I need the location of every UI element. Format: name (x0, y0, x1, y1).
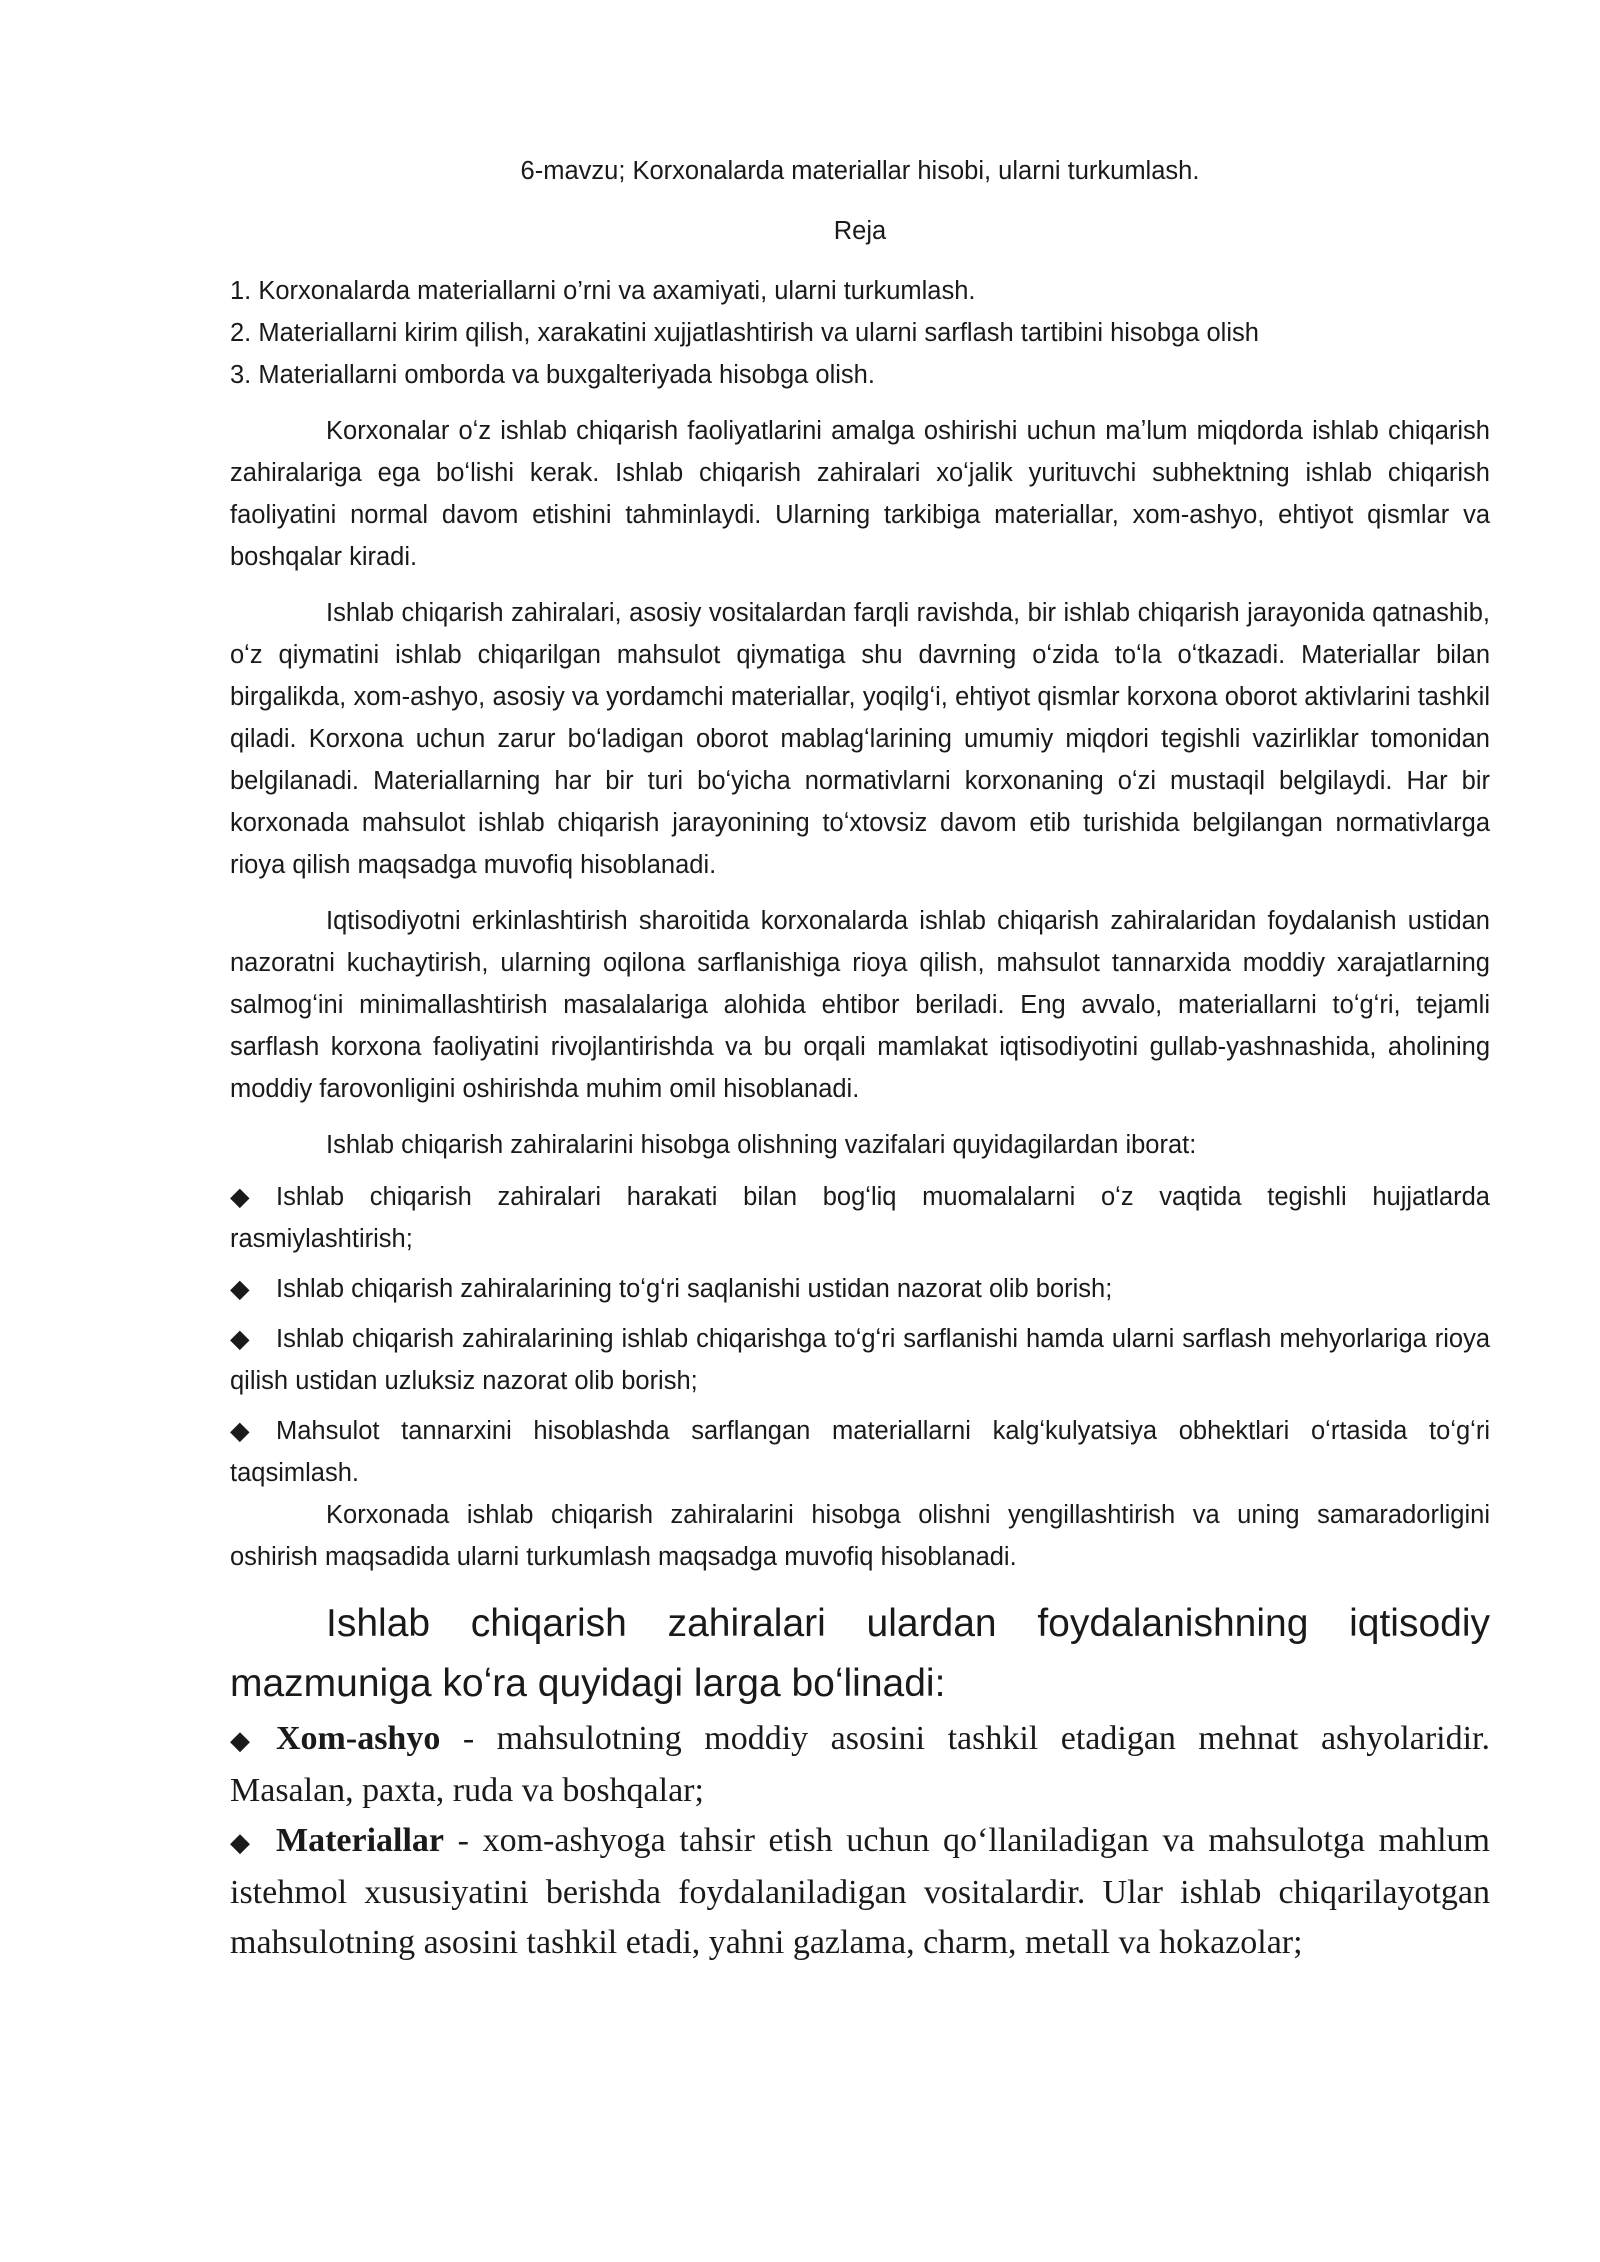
bullet-item (230, 1176, 1490, 1260)
diamond-bullet-icon: ◆ (230, 1183, 250, 1211)
bullet-item (230, 1268, 1490, 1310)
classification-text: - mahsulotning moddiy asosini tashkil etadigan mehnat ashyolaridir. Masalan, paxta, ruda va boshqalar; (230, 1720, 1490, 1809)
plan-item: 3. Materiallarni omborda va buxgalteriyada hisobga olish. (230, 361, 875, 389)
document-title: 6-mavzu; Korxonalarda materiallar hisobi, ularni turkumlash. (520, 157, 1200, 185)
classification-term: Materiallar (276, 1822, 445, 1859)
classification-intro-paragraph: Ishlab chiqarish zahiralari ulardan foydalanishning iqtisodiy mazmuniga koʻra quyidagi larga boʻlinadi: (230, 1602, 1490, 1705)
diamond-bullet-icon: ◆ (230, 1417, 250, 1445)
classification-text: - xom-ashyoga tahsir etish uchun qoʻllaniladigan va mahsulotga mahlum istehmol xususiyatini berishda foydalaniladigan vositalardir. Ular ishlab chiqarilayotgan mahsulotning asosini tashkil etadi, yahni gazlama, charm, metall va hokazolar; (230, 1822, 1490, 1961)
body-paragraph: Korxonalar oʻz ishlab chiqarish faoliyatlarini amalga oshirishi uchun maʼlum miqdorda ishlab chiqarish zahiralariga ega boʻlishi kerak. Ishlab chiqarish zahiralari xoʻjalik yurituvchi subhektning ishlab chiqarish faoliyatini normal davom etishini tahminlaydi. Ularning tarkibiga materiallar, xom-ashyo, ehtiyot qismlar va boshqalar kiradi. (230, 417, 1490, 571)
diamond-bullet-icon: ◆ (230, 1275, 250, 1303)
bullet-item (230, 1410, 1490, 1494)
diamond-bullet-icon: ◆ (230, 1828, 250, 1858)
classification-list (230, 1714, 1490, 1968)
diamond-bullet-icon: ◆ (230, 1726, 250, 1756)
document-body (230, 150, 1490, 1968)
body-paragraph: Iqtisodiyotni erkinlashtirish sharoitida korxonalarda ishlab chiqarish zahiralaridan foydalanish ustidan nazoratni kuchaytirish, ularning oqilona sarflanishiga rioya qilish, mahsulot tannarxida moddiy xarajatlarning salmogʻini minimallashtirish masalalariga alohida ehtibor beriladi. Eng avvalo, materiallarni toʻgʻri, tejamli sarflash korxona faoliyatini rivojlantirishda va bu orqali mamlakat iqtisodiyotini gullab-yashnashida, aholining moddiy farovonligini oshirishda muhim omil hisoblanadi. (230, 907, 1490, 1103)
bullet-text: Ishlab chiqarish zahiralarining toʻgʻri saqlanishi ustidan nazorat olib borish; (276, 1275, 1113, 1303)
closing-paragraph: Korxonada ishlab chiqarish zahiralarini hisobga olishni yengillashtirish va uning samaradorligini oshirish maqsadida ularni turkumlash maqsadga muvofiq hisoblanadi. (230, 1501, 1490, 1571)
plan-heading: Reja (833, 217, 887, 245)
bullet-text: Ishlab chiqarish zahiralari harakati bilan bogʻliq muomalalarni oʻz vaqtida tegishli hujjatlarda rasmiylashtirish; (230, 1183, 1490, 1253)
body-paragraph: Ishlab chiqarish zahiralari, asosiy vositalardan farqli ravishda, bir ishlab chiqarish jarayonida qatnashib, oʻz qiymatini ishlab chiqarilgan mahsulot qiymatiga shu davrning oʻzida toʻla oʻtkazadi. Materiallar bilan birgalikda, xom-ashyo, asosiy va yordamchi materiallar, yoqilgʻi, ehtiyot qismlar korxona oborot aktivlarini tashkil qiladi. Korxona uchun zarur boʻladigan oborot mablagʻlarining umumiy miqdori tegishli vazirliklar tomonidan belgilanadi. Materiallarning har bir turi boʻyicha normativlarni korxonaning oʻzi mustaqil belgilaydi. Har bir korxonada mahsulot ishlab chiqarish jarayonining toʻxtovsiz davom etib turishida belgilangan normativlarga rioya qilish maqsadga muvofiq hisoblanadi. (230, 599, 1490, 879)
bullet-item (230, 1318, 1490, 1402)
classification-item (230, 1816, 1490, 1968)
tasks-intro-paragraph: Ishlab chiqarish zahiralarini hisobga olishning vazifalari quyidagilardan iborat: (326, 1131, 1197, 1159)
bullet-text: Mahsulot tannarxini hisoblashda sarflangan materiallarni kalgʻkulyatsiya obhektlari oʻrtasida toʻgʻri taqsimlash. (230, 1417, 1490, 1487)
classification-term: Xom-ashyo (276, 1720, 441, 1757)
tasks-bullet-list (230, 1176, 1490, 1494)
bullet-text: Ishlab chiqarish zahiralarining ishlab chiqarishga toʻgʻri sarflanishi hamda ularni sarflash mehyorlariga rioya qilish ustidan uzluksiz nazorat olib borish; (230, 1325, 1490, 1395)
diamond-bullet-icon: ◆ (230, 1325, 250, 1353)
classification-item (230, 1714, 1490, 1816)
plan-item: 2. Materiallarni kirim qilish, xarakatini xujjatlashtirish va ularni sarflash tartibini hisobga olish (230, 319, 1259, 347)
plan-list (230, 270, 1490, 396)
plan-item: 1. Korxonalarda materiallarni o’rni va axamiyati, ularni turkumlash. (230, 277, 976, 305)
